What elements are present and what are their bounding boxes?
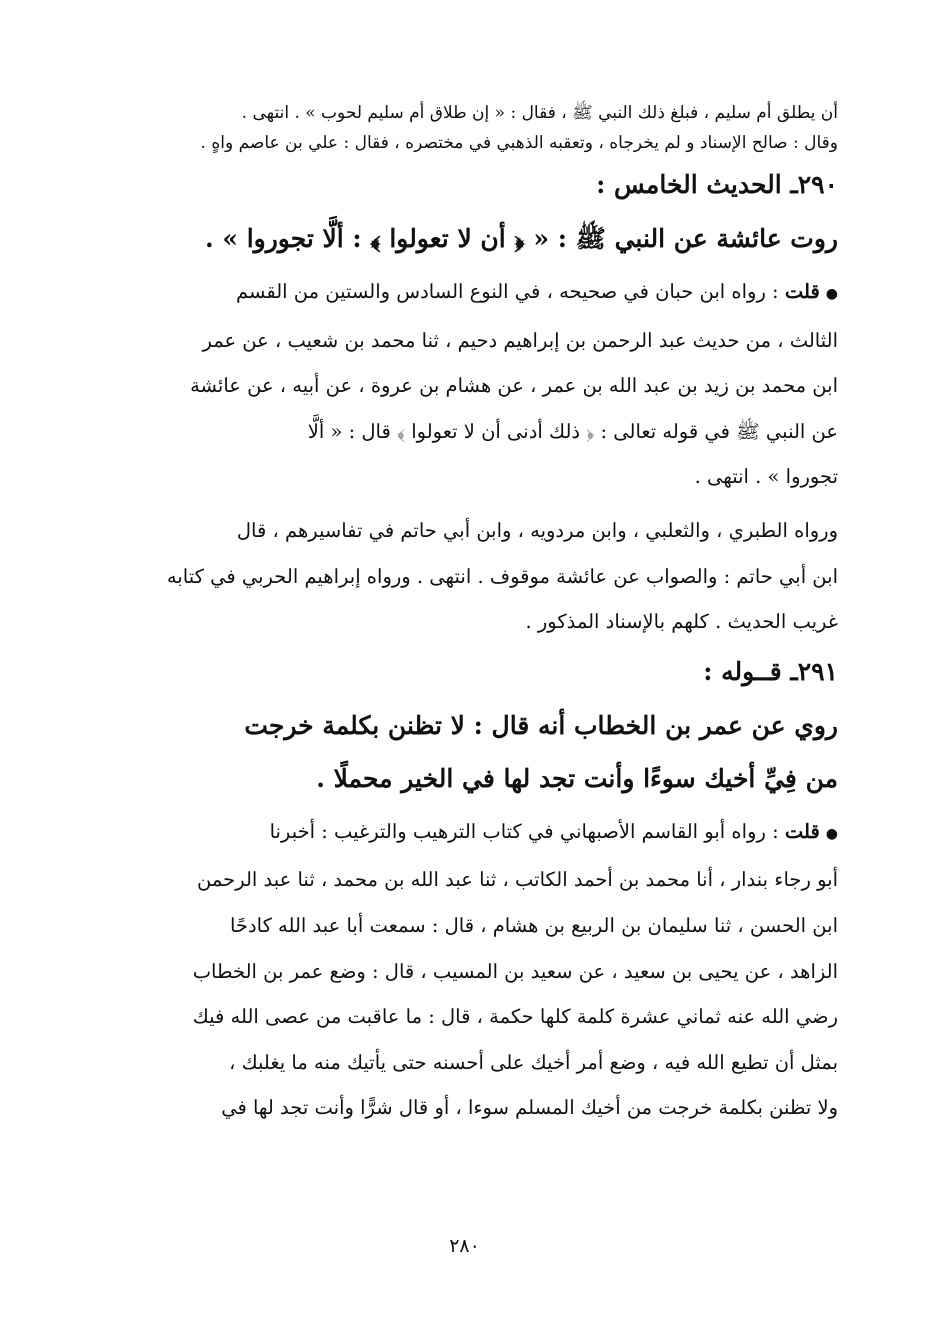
- text-line: غريب الحديث . كلهم بالإسناد المذكور .: [525, 610, 838, 634]
- commentary-290: [103, 269, 838, 500]
- text-line: ولا تظنن بكلمة خرجت من أخيك المسلم سوءا ، أو قال شرًّا وأنت تجد لها في: [221, 1096, 838, 1120]
- qultu-label: قلت: [784, 280, 820, 303]
- text-line: تجوروا » . انتهى .: [694, 465, 838, 489]
- bullet-icon: ●: [825, 825, 838, 842]
- text-line: بمثل أن تطيع الله فيه ، وضع أمر أخيك على أحسنه حتى يأتيك منه ما يغلبك ،: [229, 1050, 838, 1074]
- text-line: وقال : صالح الإسناد و لم يخرجاه ، وتعقبه الذهبي في مختصره ، فقال : علي بن عاصم واهٍ .: [200, 133, 838, 153]
- qultu-label: قلت: [784, 819, 820, 843]
- section-heading-290: ٢٩٠ـ الحديث الخامس :: [596, 170, 838, 199]
- quote-line: من فِيِّ أخيك سوءًا وأنت تجد لها في الخير محملًا .: [316, 763, 838, 793]
- text-line: الثالث ، من حديث عبد الرحمن بن إبراهيم دحيم ، ثنا محمد بن شعيب ، عن عمر: [202, 328, 838, 352]
- text-line: ابن محمد بن زيد بن عبد الله بن عمر ، عن هشام بن عروة ، عن أبيه ، عن عائشة: [190, 374, 838, 398]
- text-line: أن يطلق أم سليم ، فبلغ ذلك النبي ﷺ ، فقال : « إن طلاق أم سليم لحوب » . انتهى .: [241, 103, 838, 123]
- commentary-290-continued: [103, 508, 838, 645]
- bullet-icon: ●: [825, 286, 838, 302]
- text-segment: : رواه أبو القاسم الأصبهاني في كتاب الترهيب والترغيب : أخبرنا: [269, 819, 779, 843]
- text-line: ابن الحسن ، ثنا سليمان بن الربيع بن هشام ، قال : سمعت أبا عبد الله كادحًا: [229, 913, 838, 937]
- hadith-quote-291: [103, 699, 838, 805]
- page-number: ٢٨٠: [449, 1235, 480, 1257]
- text-line: الزاهد ، عن يحيى بن سعيد ، عن سعيد بن المسيب ، قال : وضع عمر بن الخطاب: [192, 959, 838, 983]
- text-line: [103, 269, 838, 318]
- book-page: [103, 98, 838, 1131]
- text-segment: : رواه ابن حبان في صحيحه ، في النوع السادس والستين من القسم: [236, 280, 779, 303]
- commentary-291: [103, 809, 838, 1131]
- top-paragraph: [103, 98, 838, 158]
- text-line: ورواه الطبري ، والثعلبي ، وابن مردويه ، وابن أبي حاتم في تفاسيرهم ، قال: [236, 518, 838, 542]
- quote-line: روي عن عمر بن الخطاب أنه قال : لا تظنن بكلمة خرجت: [244, 710, 838, 740]
- section-heading-291: ٢٩١ـ قــوله :: [703, 656, 838, 686]
- hadith-quote-290: روت عائشة عن النبي ﷺ : « ﴿ أن لا تعولوا ﴾ : ألَّا تجوروا » .: [204, 224, 838, 253]
- text-line: [103, 809, 838, 858]
- text-line: أبو رجاء بندار ، أنا محمد بن أحمد الكاتب ، ثنا عبد الله بن محمد ، ثنا عبد الرحمن: [197, 868, 838, 892]
- text-line: رضي الله عنه ثماني عشرة كلمة كلها حكمة ، قال : ما عاقبت من عصى الله فيك: [192, 1005, 838, 1029]
- text-line: عن النبي ﷺ في قوله تعالى : ﴿ ذلك أدنى أن لا تعولوا ﴾ قال : « ألَّا: [307, 419, 838, 443]
- text-line: ابن أبي حاتم : والصواب عن عائشة موقوف . انتهى . ورواه إبراهيم الحربي في كتابه: [166, 564, 838, 588]
